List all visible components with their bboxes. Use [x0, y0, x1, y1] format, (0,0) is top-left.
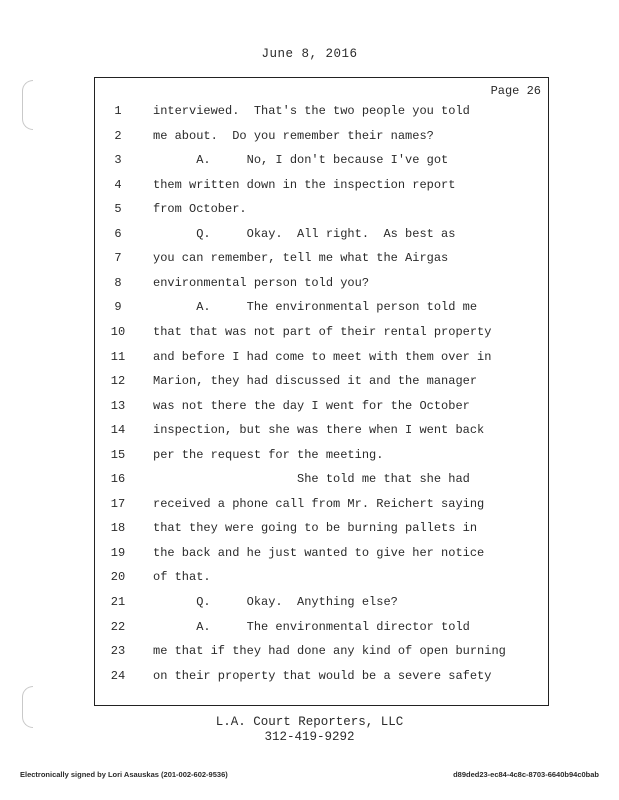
- transcript-line: [95, 202, 548, 222]
- line-number: 1: [114, 104, 122, 118]
- transcript-line: [95, 620, 548, 640]
- e-signature-note: Electronically signed by Lori Asauskas (201-002-602-9536): [20, 770, 228, 779]
- transcript-line: [95, 423, 548, 443]
- line-text: me that if they had done any kind of open burning: [153, 644, 506, 659]
- line-text: A. No, I don't because I've got: [153, 153, 449, 168]
- transcript-page: [94, 77, 549, 706]
- line-text: you can remember, tell me what the Airgas: [153, 251, 449, 266]
- transcript-line: [95, 669, 548, 689]
- line-text: of that.: [153, 570, 211, 585]
- line-text: A. The environmental director told: [153, 619, 470, 634]
- line-text: that that was not part of their rental property: [153, 324, 492, 339]
- line-number: 13: [110, 398, 126, 413]
- line-number: 2: [114, 128, 122, 143]
- transcript-line: [95, 497, 548, 517]
- line-text: on their property that would be a severe safety: [153, 668, 492, 683]
- line-text: from October.: [153, 202, 247, 217]
- footer-company: L.A. Court Reporters, LLC: [215, 715, 404, 729]
- line-number: 3: [114, 153, 122, 168]
- binder-hole-mark: [22, 80, 33, 130]
- line-text: and before I had come to meet with them over in: [153, 349, 492, 364]
- line-number: 11: [110, 349, 126, 364]
- line-text: She told me that she had: [153, 472, 470, 487]
- line-number: 10: [110, 324, 126, 339]
- transcript-line: [95, 448, 548, 468]
- line-number: 5: [114, 202, 122, 217]
- line-number: 21: [110, 595, 126, 609]
- transcript-line: [95, 153, 548, 173]
- footer-phone: 312-419-9292: [264, 730, 355, 744]
- line-text: them written down in the inspection report: [153, 177, 456, 192]
- line-number: 18: [110, 521, 126, 536]
- transcript-line: [95, 325, 548, 345]
- line-text: was not there the day I went for the October: [153, 398, 470, 413]
- line-text: me about. Do you remember their names?: [153, 128, 434, 143]
- line-text: environmental person told you?: [153, 275, 370, 290]
- transcript-line: [95, 251, 548, 271]
- line-number: 14: [110, 423, 126, 438]
- line-text: received a phone call from Mr. Reichert saying: [153, 496, 485, 511]
- transcript-line: [95, 644, 548, 664]
- line-text: per the request for the meeting.: [153, 447, 384, 462]
- transcript-line: [95, 570, 548, 590]
- footer: [0, 715, 619, 745]
- line-number: 12: [110, 374, 126, 389]
- transcript-line: [95, 227, 548, 247]
- line-text: Q. Okay. Anything else?: [153, 595, 398, 609]
- line-number: 15: [110, 447, 126, 462]
- line-number: 17: [110, 496, 126, 511]
- transcript-line: [95, 374, 548, 394]
- transcript-line: [95, 178, 548, 198]
- line-number: 9: [114, 300, 122, 315]
- line-number: 8: [114, 275, 122, 290]
- transcript-line: [95, 276, 548, 296]
- transcript-line: [95, 350, 548, 370]
- line-text: that they were going to be burning pallets in: [153, 521, 478, 536]
- line-number: 16: [110, 472, 126, 487]
- line-text: inspection, but she was there when I went back: [153, 423, 485, 438]
- line-text: Q. Okay. All right. As best as: [153, 226, 456, 241]
- line-number: 4: [114, 177, 122, 192]
- header-date: June 8, 2016: [261, 47, 358, 61]
- document-hash: d89ded23-ec84-4c8c-8703-6640b94c0bab: [453, 770, 599, 779]
- transcript-line: [95, 300, 548, 320]
- line-number: 24: [110, 668, 126, 683]
- line-text: interviewed. That's the two people you told: [153, 104, 470, 118]
- page-number: Page 26: [490, 84, 541, 98]
- transcript-line: [95, 129, 548, 149]
- line-text: A. The environmental person told me: [153, 300, 478, 315]
- line-number: 22: [110, 619, 126, 634]
- line-text: Marion, they had discussed it and the manager: [153, 374, 478, 389]
- line-number: 7: [114, 251, 122, 266]
- transcript-line: [95, 595, 548, 615]
- transcript-line: [95, 546, 548, 566]
- transcript-line: [95, 399, 548, 419]
- transcript-line: [95, 472, 548, 492]
- line-number: 23: [110, 644, 126, 659]
- transcript-line: [95, 521, 548, 541]
- line-number: 20: [110, 570, 126, 585]
- line-number: 6: [114, 226, 122, 241]
- transcript-line: [95, 104, 548, 124]
- line-text: the back and he just wanted to give her notice: [153, 545, 485, 560]
- line-number: 19: [110, 545, 126, 560]
